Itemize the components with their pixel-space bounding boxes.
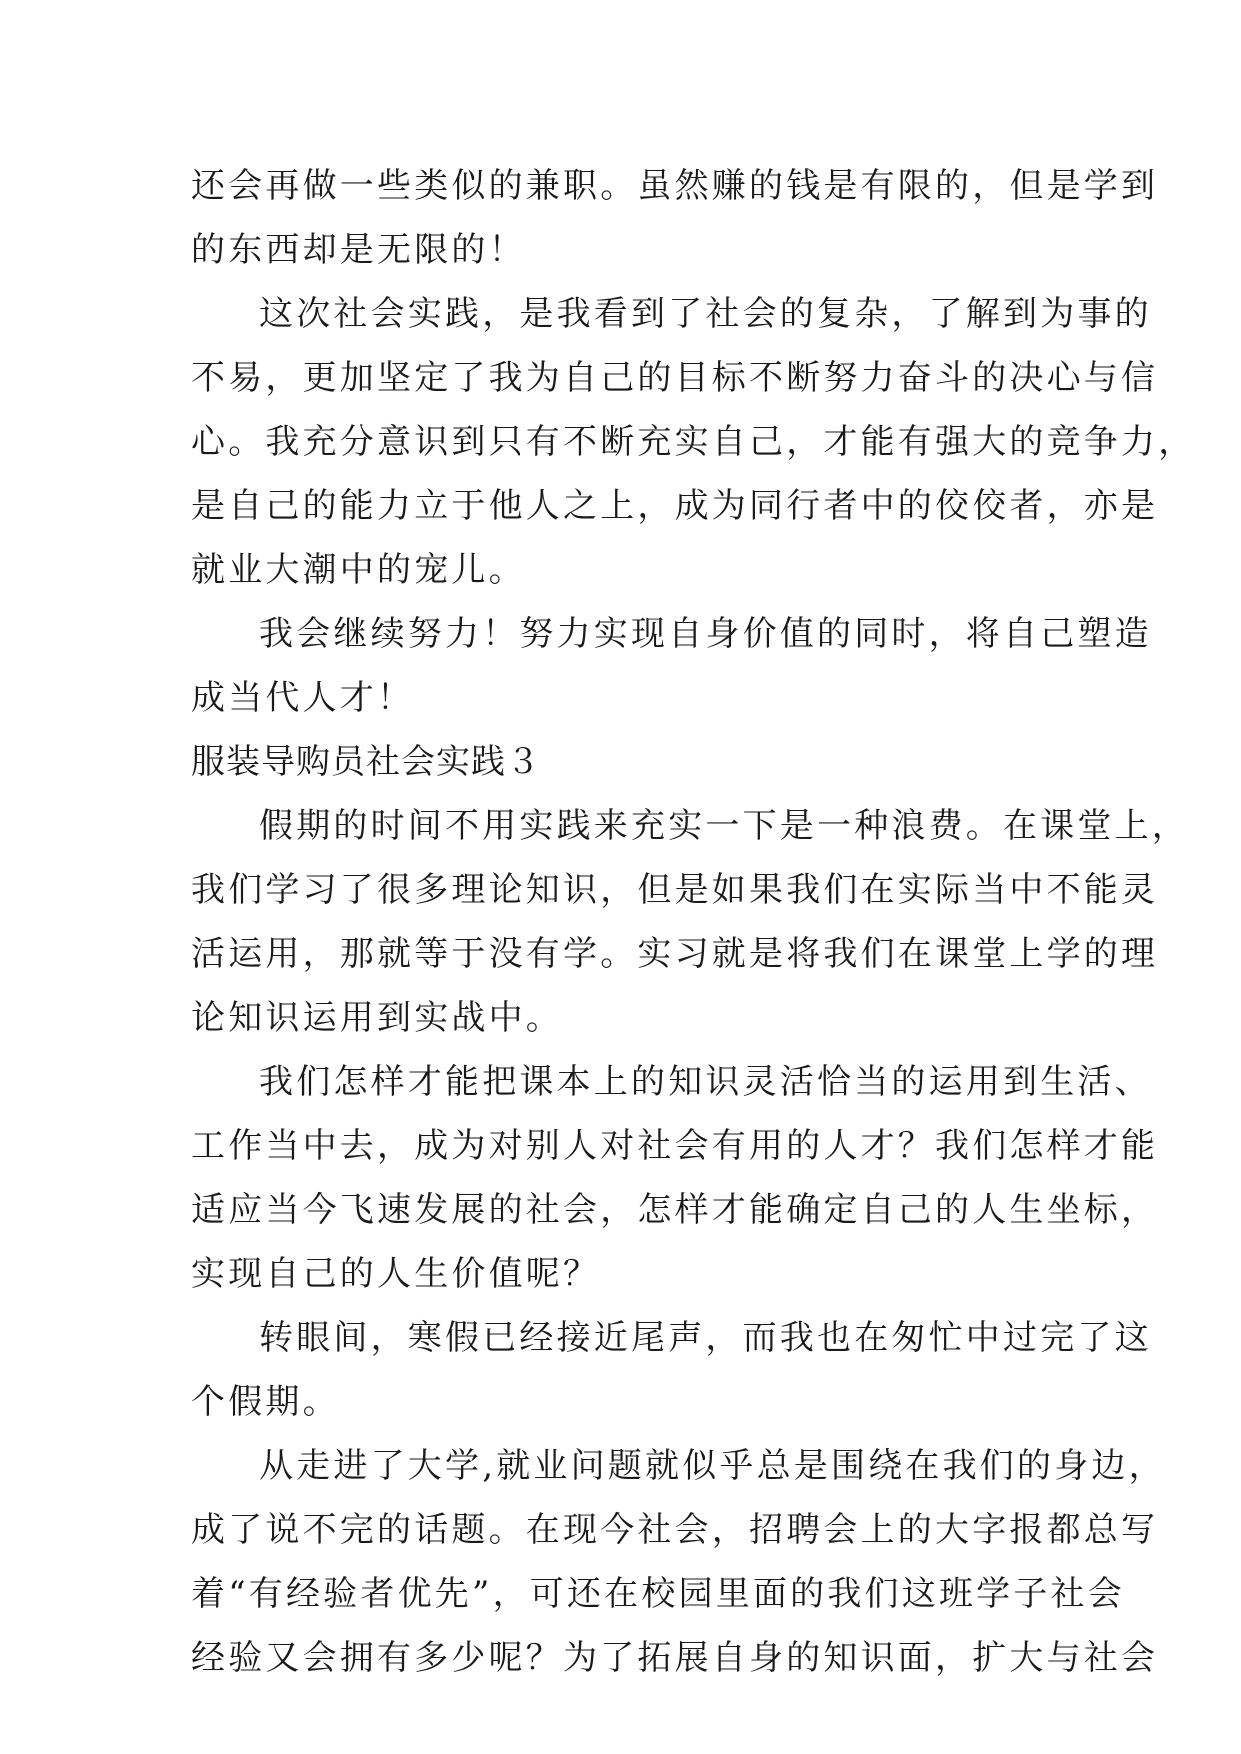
text-line: 还会再做一些类似的兼职。虽然赚的钱是有限的，但是学到 <box>191 166 1159 206</box>
section-heading: 服装导购员社会实践３ <box>191 742 541 782</box>
text-line: 我们学习了很多理论知识，但是如果我们在实际当中不能灵 <box>191 870 1159 910</box>
text-line: 成了说不完的话题。在现今社会，招聘会上的大字报都总写 <box>191 1510 1159 1550</box>
text-line: 我会继续努力！努力实现自身价值的同时，将自己塑造 <box>259 614 1152 654</box>
text-line: 转眼间，寒假已经接近尾声，而我也在匆忙中过完了这 <box>259 1318 1152 1358</box>
text-line: 经验又会拥有多少呢？为了拓展自身的知识面，扩大与社会 <box>191 1638 1159 1678</box>
text-line: 论知识运用到实战中。 <box>191 998 563 1038</box>
text-line: 实现自己的人生价值呢？ <box>191 1254 601 1294</box>
text-line: 活运用，那就等于没有学。实习就是将我们在课堂上学的理 <box>191 934 1159 974</box>
document-body <box>191 154 1196 1690</box>
text-line: 从走进了大学,就业问题就似乎总是围绕在我们的身边， <box>259 1446 1166 1486</box>
text-line: 心。我充分意识到只有不断充实自己，才能有强大的竞争力， <box>191 422 1196 462</box>
text-line: 着“有经验者优先”，可还在校园里面的我们这班学子社会 <box>191 1574 1125 1614</box>
text-line: 假期的时间不用实践来充实一下是一种浪费。在课堂上， <box>259 806 1189 846</box>
text-line: 就业大潮中的宠儿。 <box>191 550 526 590</box>
text-line: 成当代人才！ <box>191 678 415 718</box>
text-line: 适应当今飞速发展的社会，怎样才能确定自己的人生坐标， <box>191 1190 1159 1230</box>
text-line: 个假期。 <box>191 1382 340 1422</box>
text-line: 这次社会实践，是我看到了社会的复杂，了解到为事的 <box>259 294 1152 334</box>
text-line: 我们怎样才能把课本上的知识灵活恰当的运用到生活、 <box>259 1062 1152 1102</box>
text-line: 是自己的能力立于他人之上，成为同行者中的佼佼者，亦是 <box>191 486 1159 526</box>
text-line: 不易，更加坚定了我为自己的目标不断努力奋斗的决心与信 <box>191 358 1159 398</box>
text-line: 的东西却是无限的！ <box>191 230 526 270</box>
text-line: 工作当中去，成为对别人对社会有用的人才？我们怎样才能 <box>191 1126 1159 1166</box>
